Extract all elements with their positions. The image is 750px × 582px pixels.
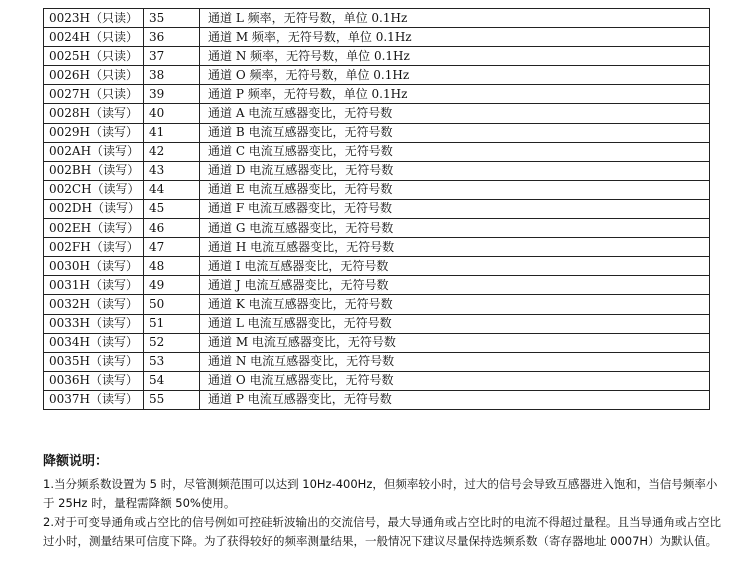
register-address-cell: 002DH（读写） xyxy=(44,199,144,218)
table-row xyxy=(44,28,710,47)
register-description-cell: 通道 B 电流互感器变比，无符号数 xyxy=(200,123,710,142)
register-index-cell: 51 xyxy=(144,314,200,333)
register-address-cell: 0034H（读写） xyxy=(44,333,144,352)
register-index-cell: 55 xyxy=(144,390,200,409)
register-description-cell: 通道 I 电流互感器变比，无符号数 xyxy=(200,257,710,276)
register-address-cell: 002EH（读写） xyxy=(44,219,144,238)
register-index-cell: 40 xyxy=(144,104,200,123)
register-index-cell: 41 xyxy=(144,123,200,142)
register-description-cell: 通道 M 频率，无符号数，单位 0.1Hz xyxy=(200,28,710,47)
register-index-cell: 37 xyxy=(144,47,200,66)
register-address-cell: 0026H（只读） xyxy=(44,66,144,85)
register-description-cell: 通道 K 电流互感器变比，无符号数 xyxy=(200,295,710,314)
register-address-cell: 0024H（只读） xyxy=(44,28,144,47)
register-table xyxy=(43,8,710,410)
register-address-cell: 002CH（读写） xyxy=(44,180,144,199)
table-row xyxy=(44,66,710,85)
register-address-cell: 0037H（读写） xyxy=(44,390,144,409)
register-address-cell: 0031H（读写） xyxy=(44,276,144,295)
notes-title: 降额说明： xyxy=(43,454,109,469)
table-row xyxy=(44,295,710,314)
register-index-cell: 38 xyxy=(144,66,200,85)
register-index-cell: 42 xyxy=(144,142,200,161)
register-address-cell: 002BH（读写） xyxy=(44,161,144,180)
register-address-cell: 0032H（读写） xyxy=(44,295,144,314)
table-row xyxy=(44,371,710,390)
register-description-cell: 通道 P 频率，无符号数，单位 0.1Hz xyxy=(200,85,710,104)
register-description-cell: 通道 C 电流互感器变比，无符号数 xyxy=(200,142,710,161)
table-row xyxy=(44,123,710,142)
table-row xyxy=(44,104,710,123)
table-row xyxy=(44,47,710,66)
register-index-cell: 45 xyxy=(144,199,200,218)
register-index-cell: 43 xyxy=(144,161,200,180)
register-index-cell: 46 xyxy=(144,219,200,238)
table-row xyxy=(44,238,710,257)
table-row xyxy=(44,276,710,295)
register-address-cell: 0029H（读写） xyxy=(44,123,144,142)
register-description-cell: 通道 N 频率，无符号数，单位 0.1Hz xyxy=(200,47,710,66)
register-index-cell: 52 xyxy=(144,333,200,352)
table-row xyxy=(44,352,710,371)
table-row xyxy=(44,333,710,352)
register-index-cell: 50 xyxy=(144,295,200,314)
register-index-cell: 48 xyxy=(144,257,200,276)
register-description-cell: 通道 M 电流互感器变比，无符号数 xyxy=(200,333,710,352)
register-description-cell: 通道 J 电流互感器变比，无符号数 xyxy=(200,276,710,295)
register-description-cell: 通道 N 电流互感器变比，无符号数 xyxy=(200,352,710,371)
register-address-cell: 002FH（读写） xyxy=(44,238,144,257)
table-row xyxy=(44,199,710,218)
register-index-cell: 36 xyxy=(144,28,200,47)
register-address-cell: 0023H（只读） xyxy=(44,9,144,28)
register-index-cell: 54 xyxy=(144,371,200,390)
register-table-body xyxy=(44,9,710,410)
register-description-cell: 通道 L 频率，无符号数，单位 0.1Hz xyxy=(200,9,710,28)
register-address-cell: 0030H（读写） xyxy=(44,257,144,276)
register-description-cell: 通道 O 频率，无符号数，单位 0.1Hz xyxy=(200,66,710,85)
register-address-cell: 0027H（只读） xyxy=(44,85,144,104)
table-row xyxy=(44,219,710,238)
register-description-cell: 通道 O 电流互感器变比，无符号数 xyxy=(200,371,710,390)
register-address-cell: 002AH（读写） xyxy=(44,142,144,161)
table-row xyxy=(44,9,710,28)
register-description-cell: 通道 G 电流互感器变比，无符号数 xyxy=(200,219,710,238)
register-description-cell: 通道 L 电流互感器变比，无符号数 xyxy=(200,314,710,333)
register-description-cell: 通道 D 电流互感器变比，无符号数 xyxy=(200,161,710,180)
register-address-cell: 0025H（只读） xyxy=(44,47,144,66)
register-address-cell: 0036H（读写） xyxy=(44,371,144,390)
register-address-cell: 0028H（读写） xyxy=(44,104,144,123)
register-description-cell: 通道 A 电流互感器变比，无符号数 xyxy=(200,104,710,123)
table-row xyxy=(44,390,710,409)
derating-notes xyxy=(43,450,723,551)
table-row xyxy=(44,161,710,180)
table-row xyxy=(44,85,710,104)
note-item: 1.当分频系数设置为 5 时，尽管测频范围可以达到 10Hz-400Hz，但频率较小时，过大的信号会导致互感器进入饱和，当信号频率小于 25Hz 时，量程需降额 50%使用。 xyxy=(43,477,718,510)
register-index-cell: 47 xyxy=(144,238,200,257)
register-address-cell: 0033H（读写） xyxy=(44,314,144,333)
register-index-cell: 44 xyxy=(144,180,200,199)
register-index-cell: 49 xyxy=(144,276,200,295)
register-description-cell: 通道 F 电流互感器变比，无符号数 xyxy=(200,199,710,218)
table-row xyxy=(44,314,710,333)
table-row xyxy=(44,180,710,199)
register-description-cell: 通道 E 电流互感器变比，无符号数 xyxy=(200,180,710,199)
register-description-cell: 通道 H 电流互感器变比，无符号数 xyxy=(200,238,710,257)
register-index-cell: 53 xyxy=(144,352,200,371)
note-item: 2.对于可变导通角或占空比的信号例如可控硅斩波输出的交流信号，最大导通角或占空比时的电流不得超过量程。且当导通角或占空比过小时，测量结果可信度下降。为了获得较好的频率测量结果，一般情况下建议尽量保持选频系数（寄存器地址 0007H）为默认值。 xyxy=(43,515,721,548)
register-index-cell: 35 xyxy=(144,9,200,28)
table-row xyxy=(44,257,710,276)
table-row xyxy=(44,142,710,161)
register-index-cell: 39 xyxy=(144,85,200,104)
register-address-cell: 0035H（读写） xyxy=(44,352,144,371)
register-description-cell: 通道 P 电流互感器变比，无符号数 xyxy=(200,390,710,409)
